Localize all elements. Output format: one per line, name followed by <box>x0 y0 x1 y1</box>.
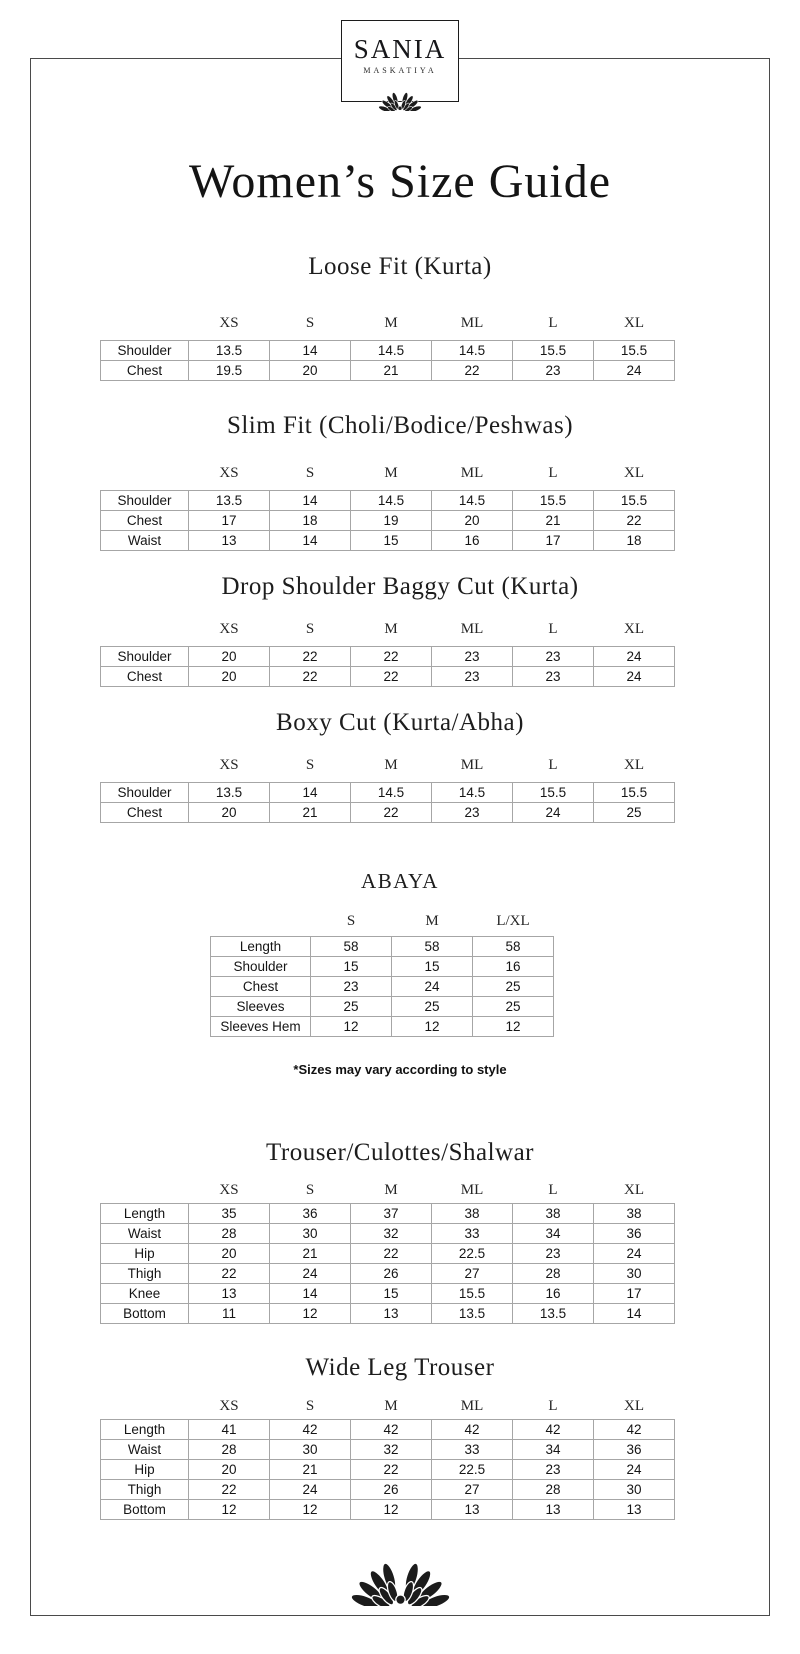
size-disclaimer-note: *Sizes may vary according to style <box>293 1062 507 1077</box>
size-value: 27 <box>432 1480 513 1500</box>
size-column-header: L <box>548 464 558 481</box>
size-value: 12 <box>270 1304 351 1324</box>
size-value: 13.5 <box>432 1304 513 1324</box>
measurement-label: Sleeves Hem <box>211 1017 311 1037</box>
size-table-row <box>211 957 554 977</box>
size-value: 15.5 <box>594 491 675 511</box>
size-value: 23 <box>432 667 513 687</box>
section-title: Loose Fit (Kurta) <box>308 253 492 280</box>
size-value: 23 <box>513 1244 594 1264</box>
size-value: 21 <box>270 1244 351 1264</box>
size-value: 25 <box>473 977 554 997</box>
size-column-header: ML <box>460 620 484 637</box>
size-value: 41 <box>189 1420 270 1440</box>
size-value: 20 <box>189 803 270 823</box>
size-value: 28 <box>513 1480 594 1500</box>
size-value: 22.5 <box>432 1244 513 1264</box>
size-table <box>100 754 675 823</box>
size-value: 13 <box>189 531 270 551</box>
size-value: 35 <box>189 1204 270 1224</box>
size-value: 17 <box>189 511 270 531</box>
size-value: 23 <box>513 667 594 687</box>
section-title: Wide Leg Trouser <box>305 1354 495 1381</box>
measurement-label: Bottom <box>101 1500 189 1520</box>
size-column-header: M <box>384 1397 398 1414</box>
size-value: 25 <box>392 997 473 1017</box>
size-header-row <box>101 462 675 491</box>
size-table <box>100 462 675 551</box>
size-column-header: XS <box>219 1181 239 1198</box>
size-value: 21 <box>270 803 351 823</box>
brand-subname: MASKATIYA <box>363 66 437 75</box>
size-value: 13 <box>594 1500 675 1520</box>
size-table-row <box>101 803 675 823</box>
size-value: 28 <box>189 1440 270 1460</box>
size-value: 15.5 <box>432 1284 513 1304</box>
size-column-header: M <box>384 314 398 331</box>
size-value: 22 <box>189 1264 270 1284</box>
brand-name: SANIA <box>353 34 447 64</box>
size-value: 19 <box>351 511 432 531</box>
size-value: 24 <box>270 1480 351 1500</box>
size-column-header: XL <box>624 464 644 481</box>
size-table-row <box>211 937 554 957</box>
size-value: 12 <box>189 1500 270 1520</box>
size-table-row <box>101 1284 675 1304</box>
measurement-label: Thigh <box>101 1480 189 1500</box>
footer-laurel-leaves-icon <box>0 1562 800 1606</box>
size-value: 14 <box>270 783 351 803</box>
size-value: 22 <box>594 511 675 531</box>
size-column-header: S <box>305 756 315 773</box>
size-header-row <box>101 312 675 341</box>
size-value: 23 <box>513 361 594 381</box>
size-value: 24 <box>594 361 675 381</box>
size-header-row <box>211 910 554 937</box>
size-header-row <box>101 754 675 783</box>
size-table-corner <box>211 910 311 937</box>
section-title: ABAYA <box>361 869 439 893</box>
size-value: 23 <box>432 803 513 823</box>
size-value: 14 <box>270 531 351 551</box>
size-value: 13 <box>432 1500 513 1520</box>
size-value: 22 <box>189 1480 270 1500</box>
size-column-header: XL <box>624 1397 644 1414</box>
measurement-label: Shoulder <box>101 491 189 511</box>
size-value: 14.5 <box>432 783 513 803</box>
section-title: Slim Fit (Choli/Bodice/Peshwas) <box>226 412 574 439</box>
size-value: 13.5 <box>189 341 270 361</box>
measurement-label: Chest <box>101 361 189 381</box>
size-value: 22 <box>351 1460 432 1480</box>
size-column-header: L <box>548 756 558 773</box>
measurement-label: Waist <box>101 1440 189 1460</box>
size-value: 26 <box>351 1264 432 1284</box>
size-chart-section <box>0 866 800 1037</box>
size-value: 12 <box>311 1017 392 1037</box>
size-value: 17 <box>594 1284 675 1304</box>
laurel-leaves-icon <box>375 92 425 111</box>
size-value: 14.5 <box>432 341 513 361</box>
size-value: 24 <box>594 1244 675 1264</box>
size-value: 14.5 <box>351 341 432 361</box>
size-table-row <box>101 1224 675 1244</box>
size-value: 23 <box>513 647 594 667</box>
size-column-header: XS <box>219 620 239 637</box>
size-value: 58 <box>311 937 392 957</box>
size-value: 24 <box>594 667 675 687</box>
size-value: 30 <box>270 1224 351 1244</box>
size-column-header: S <box>305 620 315 637</box>
size-table-row <box>101 783 675 803</box>
size-value: 21 <box>270 1460 351 1480</box>
size-value: 22 <box>351 647 432 667</box>
size-value: 23 <box>311 977 392 997</box>
size-value: 21 <box>351 361 432 381</box>
size-value: 38 <box>513 1204 594 1224</box>
size-value: 12 <box>351 1500 432 1520</box>
size-value: 20 <box>432 511 513 531</box>
size-column-header: XS <box>219 756 239 773</box>
size-column-header: M <box>384 620 398 637</box>
size-value: 28 <box>513 1264 594 1284</box>
page-title: Women’s Size Guide <box>188 155 612 208</box>
size-column-header: S <box>346 912 356 929</box>
size-value: 24 <box>594 1460 675 1480</box>
measurement-label: Bottom <box>101 1304 189 1324</box>
size-value: 20 <box>189 1460 270 1480</box>
size-value: 12 <box>392 1017 473 1037</box>
section-title: Trouser/Culottes/Shalwar <box>265 1139 535 1166</box>
size-value: 14.5 <box>432 491 513 511</box>
size-table-corner <box>101 462 189 491</box>
size-value: 34 <box>513 1440 594 1460</box>
size-chart-section <box>0 1351 800 1520</box>
size-table-row <box>101 341 675 361</box>
size-table-corner <box>101 1179 189 1204</box>
size-value: 20 <box>189 667 270 687</box>
size-value: 36 <box>594 1440 675 1460</box>
size-table-corner <box>101 754 189 783</box>
size-header-row <box>101 1395 675 1420</box>
size-value: 20 <box>189 1244 270 1264</box>
size-table-row <box>101 511 675 531</box>
size-column-header: ML <box>460 1397 484 1414</box>
size-value: 24 <box>270 1264 351 1284</box>
size-column-header: XL <box>624 314 644 331</box>
measurement-label: Hip <box>101 1460 189 1480</box>
size-column-header: M <box>425 912 439 929</box>
size-value: 13.5 <box>513 1304 594 1324</box>
size-value: 14.5 <box>351 783 432 803</box>
size-value: 18 <box>270 511 351 531</box>
size-value: 30 <box>594 1480 675 1500</box>
measurement-label: Shoulder <box>101 647 189 667</box>
size-value: 42 <box>594 1420 675 1440</box>
size-value: 11 <box>189 1304 270 1324</box>
size-value: 58 <box>392 937 473 957</box>
size-value: 22 <box>351 803 432 823</box>
measurement-label: Thigh <box>101 1264 189 1284</box>
section-title: Boxy Cut (Kurta/Abha) <box>276 709 524 736</box>
size-value: 34 <box>513 1224 594 1244</box>
size-table-row <box>101 1244 675 1264</box>
size-table-row <box>211 977 554 997</box>
size-value: 25 <box>473 997 554 1017</box>
size-value: 14.5 <box>351 491 432 511</box>
size-value: 32 <box>351 1440 432 1460</box>
size-table-row <box>101 1480 675 1500</box>
size-value: 13 <box>351 1304 432 1324</box>
size-table-row <box>101 1460 675 1480</box>
size-charts-group-top <box>0 250 800 1037</box>
size-value: 36 <box>270 1204 351 1224</box>
measurement-label: Hip <box>101 1244 189 1264</box>
size-value: 15 <box>392 957 473 977</box>
size-column-header: L/XL <box>496 912 530 929</box>
size-value: 42 <box>351 1420 432 1440</box>
size-table <box>100 312 675 381</box>
size-value: 15 <box>351 531 432 551</box>
measurement-label: Shoulder <box>101 341 189 361</box>
size-value: 33 <box>432 1440 513 1460</box>
size-value: 42 <box>270 1420 351 1440</box>
size-column-header: L <box>548 620 558 637</box>
size-charts-group-bottom <box>0 1136 800 1520</box>
size-column-header: S <box>305 314 315 331</box>
size-value: 13 <box>513 1500 594 1520</box>
size-column-header: ML <box>460 314 484 331</box>
size-column-header: S <box>305 1397 315 1414</box>
size-value: 42 <box>513 1420 594 1440</box>
size-column-header: L <box>548 1397 558 1414</box>
size-table-row <box>101 647 675 667</box>
size-value: 22 <box>432 361 513 381</box>
size-column-header: M <box>384 756 398 773</box>
size-value: 17 <box>513 531 594 551</box>
size-column-header: XL <box>624 1181 644 1198</box>
size-value: 22.5 <box>432 1460 513 1480</box>
size-value: 15 <box>351 1284 432 1304</box>
size-table-row <box>101 531 675 551</box>
size-value: 22 <box>270 667 351 687</box>
size-value: 19.5 <box>189 361 270 381</box>
size-value: 30 <box>594 1264 675 1284</box>
size-chart-section <box>0 570 800 687</box>
measurement-label: Length <box>101 1420 189 1440</box>
size-column-header: XL <box>624 620 644 637</box>
measurement-label: Length <box>211 937 311 957</box>
size-value: 22 <box>270 647 351 667</box>
size-value: 28 <box>189 1224 270 1244</box>
size-value: 18 <box>594 531 675 551</box>
size-value: 58 <box>473 937 554 957</box>
size-column-header: XS <box>219 464 239 481</box>
size-chart-section <box>0 706 800 823</box>
size-column-header: ML <box>460 756 484 773</box>
size-table-row <box>101 1204 675 1224</box>
size-table-corner <box>101 312 189 341</box>
size-value: 16 <box>473 957 554 977</box>
size-table <box>100 1395 675 1520</box>
size-table <box>210 910 554 1037</box>
size-column-header: M <box>384 1181 398 1198</box>
size-value: 33 <box>432 1224 513 1244</box>
size-value: 13.5 <box>189 491 270 511</box>
size-column-header: S <box>305 1181 315 1198</box>
size-value: 22 <box>351 1244 432 1264</box>
size-table-row <box>101 667 675 687</box>
size-value: 27 <box>432 1264 513 1284</box>
size-column-header: XS <box>219 1397 239 1414</box>
size-table-row <box>101 1304 675 1324</box>
size-value: 25 <box>311 997 392 1017</box>
size-table <box>100 618 675 687</box>
size-table-row <box>101 361 675 381</box>
size-column-header: L <box>548 1181 558 1198</box>
size-value: 13 <box>189 1284 270 1304</box>
size-value: 42 <box>432 1420 513 1440</box>
size-value: 12 <box>270 1500 351 1520</box>
size-column-header: XS <box>219 314 239 331</box>
size-table-row <box>101 1440 675 1460</box>
brand-logo <box>341 20 459 102</box>
size-column-header: M <box>384 464 398 481</box>
size-value: 30 <box>270 1440 351 1460</box>
size-value: 15.5 <box>594 783 675 803</box>
size-value: 26 <box>351 1480 432 1500</box>
size-value: 23 <box>513 1460 594 1480</box>
size-value: 15.5 <box>513 491 594 511</box>
size-value: 24 <box>392 977 473 997</box>
size-value: 14 <box>270 341 351 361</box>
measurement-label: Shoulder <box>211 957 311 977</box>
size-column-header: ML <box>460 1181 484 1198</box>
size-value: 20 <box>270 361 351 381</box>
size-table-row <box>101 1500 675 1520</box>
size-chart-section <box>0 409 800 551</box>
measurement-label: Chest <box>211 977 311 997</box>
size-table-corner <box>101 618 189 647</box>
size-chart-section <box>0 250 800 381</box>
size-value: 14 <box>270 1284 351 1304</box>
size-value: 16 <box>432 531 513 551</box>
size-chart-section <box>0 1136 800 1324</box>
size-value: 25 <box>594 803 675 823</box>
size-header-row <box>101 618 675 647</box>
size-header-row <box>101 1179 675 1204</box>
size-value: 24 <box>594 647 675 667</box>
size-table-row <box>101 491 675 511</box>
size-value: 32 <box>351 1224 432 1244</box>
size-value: 14 <box>594 1304 675 1324</box>
size-value: 15.5 <box>513 341 594 361</box>
size-value: 13.5 <box>189 783 270 803</box>
measurement-label: Chest <box>101 511 189 531</box>
size-value: 16 <box>513 1284 594 1304</box>
measurement-label: Knee <box>101 1284 189 1304</box>
measurement-label: Length <box>101 1204 189 1224</box>
size-value: 37 <box>351 1204 432 1224</box>
size-value: 23 <box>432 647 513 667</box>
measurement-label: Sleeves <box>211 997 311 1017</box>
size-column-header: S <box>305 464 315 481</box>
section-title: Drop Shoulder Baggy Cut (Kurta) <box>221 573 579 600</box>
size-table-row <box>211 997 554 1017</box>
size-value: 20 <box>189 647 270 667</box>
size-table-row <box>211 1017 554 1037</box>
size-value: 36 <box>594 1224 675 1244</box>
measurement-label: Waist <box>101 1224 189 1244</box>
size-value: 21 <box>513 511 594 531</box>
size-value: 22 <box>351 667 432 687</box>
size-value: 12 <box>473 1017 554 1037</box>
size-value: 14 <box>270 491 351 511</box>
size-value: 38 <box>432 1204 513 1224</box>
size-column-header: XL <box>624 756 644 773</box>
size-column-header: ML <box>460 464 484 481</box>
size-column-header: L <box>548 314 558 331</box>
measurement-label: Waist <box>101 531 189 551</box>
size-value: 15.5 <box>513 783 594 803</box>
size-table <box>100 1179 675 1324</box>
size-value: 15 <box>311 957 392 977</box>
size-table-row <box>101 1264 675 1284</box>
size-table-row <box>101 1420 675 1440</box>
size-value: 15.5 <box>594 341 675 361</box>
size-value: 24 <box>513 803 594 823</box>
size-value: 38 <box>594 1204 675 1224</box>
measurement-label: Chest <box>101 803 189 823</box>
measurement-label: Chest <box>101 667 189 687</box>
measurement-label: Shoulder <box>101 783 189 803</box>
size-table-corner <box>101 1395 189 1420</box>
